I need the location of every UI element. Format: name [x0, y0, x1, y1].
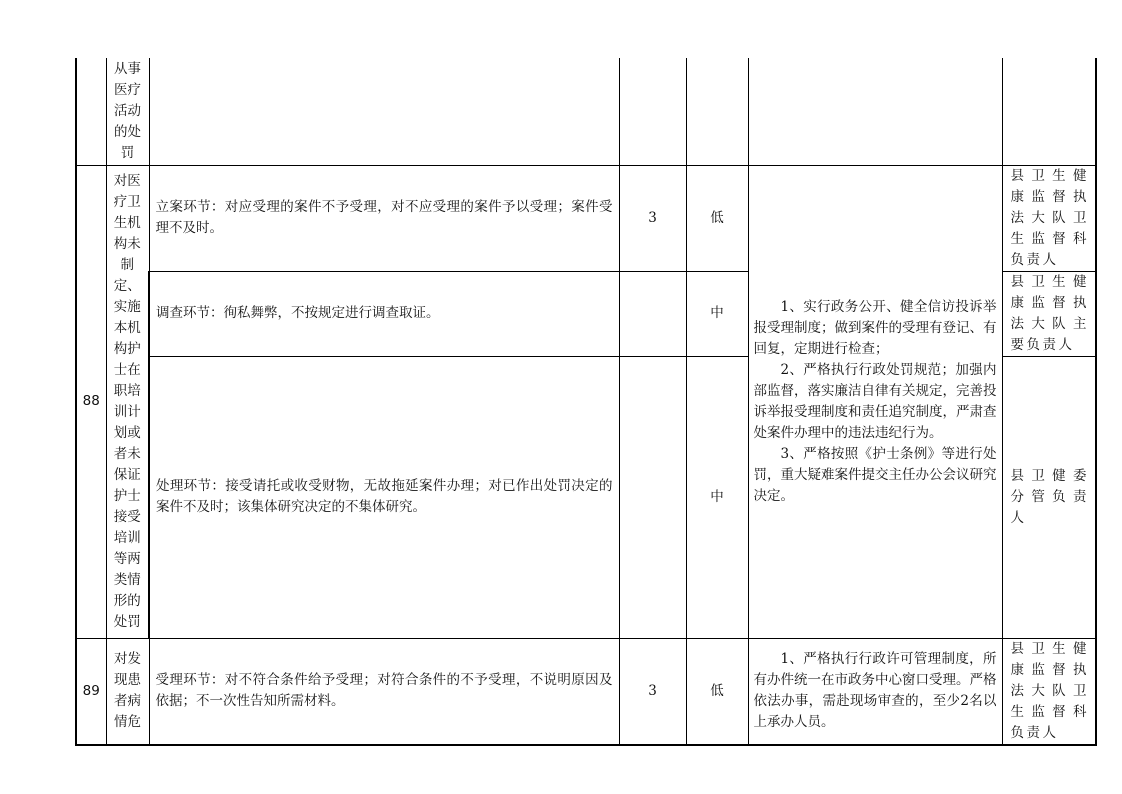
risk-level: 中	[686, 356, 748, 638]
responsible-person: 县卫健委分管负责人	[1002, 356, 1096, 638]
risk-description: 受理环节：对不符合条件给予受理；对符合条件的不予受理，不说明原因及依据；不一次性告知所需材料。	[149, 638, 619, 745]
item-text: 对医疗卫生机构未制定、实施本机构护士在职培训计划或者未保证护士接受培训等两类情形的处罚	[113, 172, 141, 630]
measure-item: 1、实行政务公开、健全信访投诉举报受理制度；做到案件的受理有登记、有回复，定期进行检查；	[753, 298, 997, 357]
risk-score	[619, 271, 686, 356]
risk-level: 低	[686, 165, 748, 271]
risk-score	[619, 356, 686, 638]
risk-description: 处理环节：接受请托或收受财物，无故拖延案件办理；对已作出处罚决定的案件不及时；该集体研究决定的不集体研究。	[149, 356, 619, 638]
item-text: 从事医疗活动的处罚	[114, 60, 141, 161]
risk-description: 立案环节：对应受理的案件不予受理，对不应受理的案件予以受理；案件受理不及时。	[149, 165, 619, 271]
control-measures	[748, 638, 1002, 745]
measure-item: 3、严格按照《护士条例》等进行处罚，重大疑难案件提交主任办公会议研究决定。	[753, 445, 997, 504]
row-number: 88	[76, 165, 106, 638]
responsible-person: 县卫生健康监督执法大队卫生监督科负责人	[1002, 638, 1096, 745]
risk-level: 低	[686, 638, 748, 745]
item-cell	[106, 58, 149, 165]
item-cell	[106, 165, 149, 638]
owner-cell	[1002, 58, 1096, 165]
level-cell	[686, 58, 748, 165]
risk-description: 调查环节：徇私舞弊，不按规定进行调查取证。	[149, 271, 619, 356]
row-number: 89	[76, 638, 106, 745]
score-cell	[619, 58, 686, 165]
risk-score: 3	[619, 165, 686, 271]
desc-cell	[149, 58, 619, 165]
risk-score: 3	[619, 638, 686, 745]
item-cell	[106, 638, 149, 745]
measure-cell	[748, 58, 1002, 165]
num-cell	[76, 58, 106, 165]
table-row	[76, 165, 1096, 271]
measure-item: 1、严格执行行政许可管理制度，所有办件统一在市政务中心窗口受理。严格依法办事，需赴现场审查的，至少2名以上承办人员。	[753, 651, 997, 730]
risk-level: 中	[686, 271, 748, 356]
item-text: 对发现患者病情危	[114, 651, 141, 730]
table-row-continuation	[76, 58, 1096, 165]
control-measures	[748, 165, 1002, 638]
table-row	[76, 638, 1096, 745]
measure-item: 2、严格执行行政处罚规范；加强内部监督，落实廉洁自律有关规定，完善投诉举报受理制度和责任追究制度，严肃查处案件办理中的违法违纪行为。	[753, 361, 997, 441]
responsible-person: 县卫生健康监督执法大队卫生监督科负责人	[1002, 165, 1096, 271]
responsible-person: 县卫生健康监督执法大队主要负责人	[1002, 271, 1096, 356]
risk-control-table	[75, 58, 1097, 746]
